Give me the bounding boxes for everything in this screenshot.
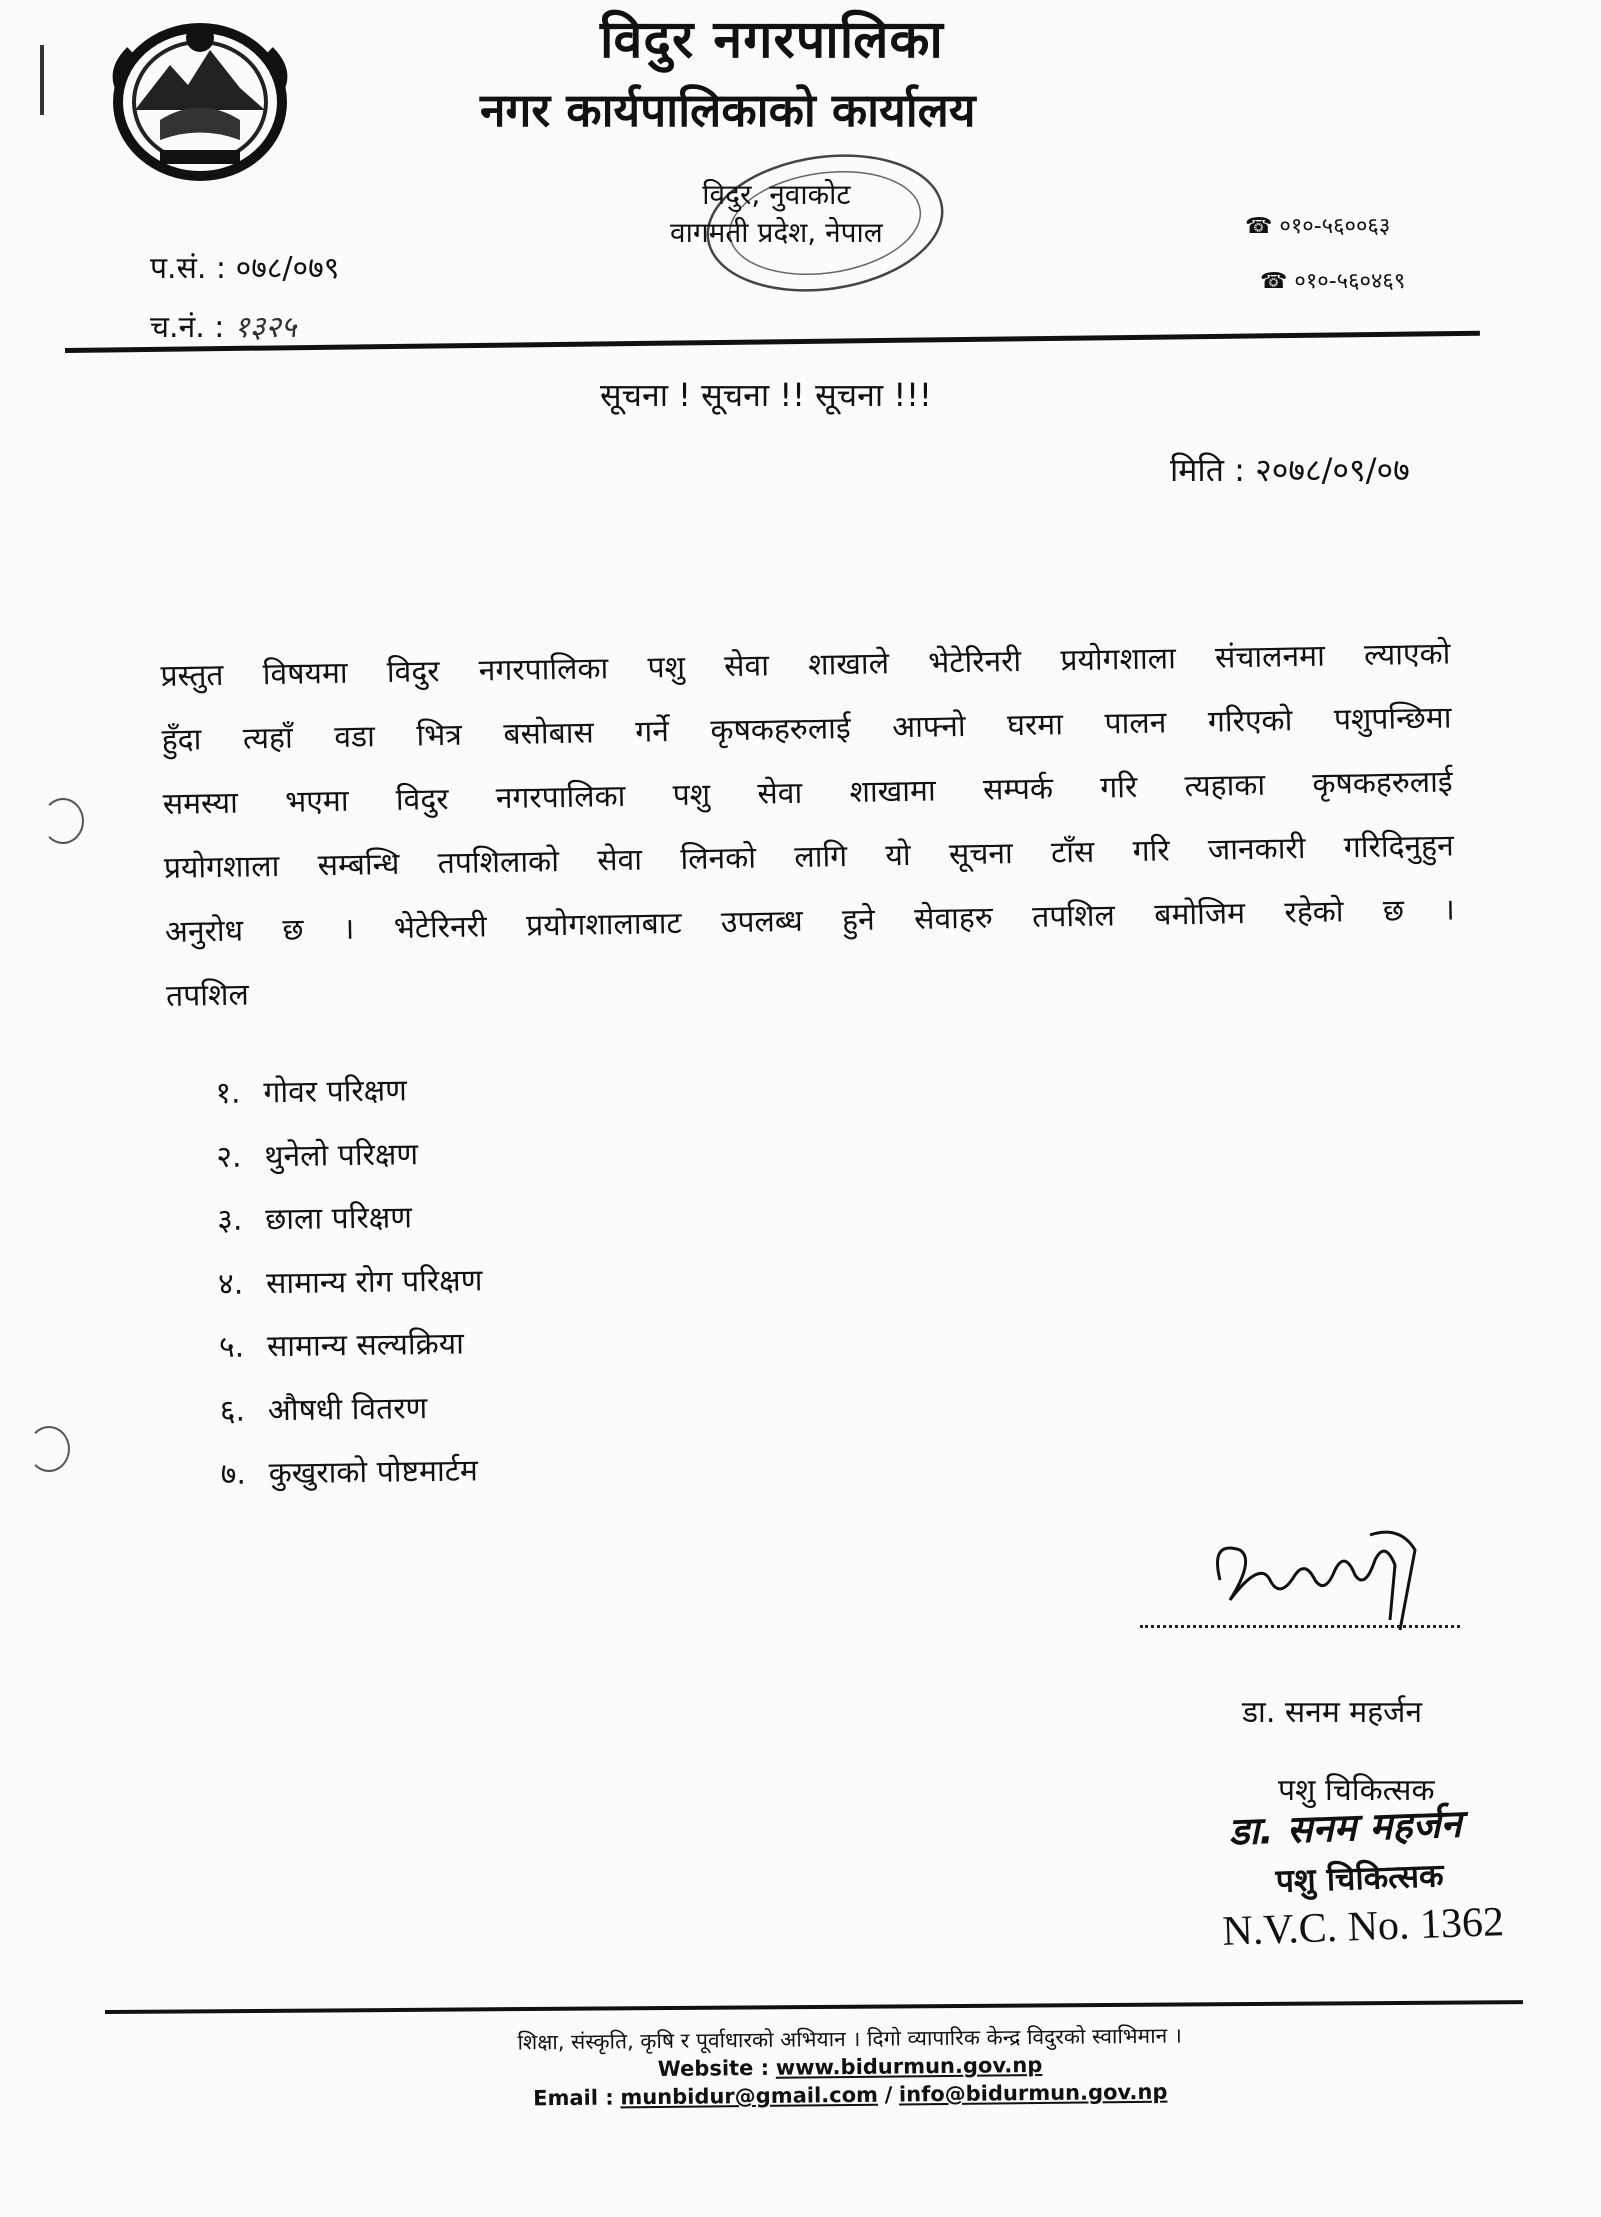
footer-website: Website : www.bidurmun.gov.np [657, 2052, 1043, 2082]
phone-icon: ☎ [1245, 214, 1273, 239]
list-item: २. थुनेलो परिक्षण [216, 1136, 419, 1175]
dispatch-number [150, 305, 296, 346]
fiscal-year-label: प.सं. : [150, 251, 227, 286]
phone-2 [1260, 265, 1405, 295]
stamp-role: पशु चिकित्सक [1275, 1856, 1445, 1901]
fiscal-year [150, 246, 339, 287]
list-item: ४. सामान्य रोग परिक्षण [217, 1262, 483, 1302]
body-line: अनुरोध छ । भेटेरिनरी प्रयोगशालाबाट उपलब्ध हुने सेवाहरु तपशिल बमोजिम रहेको छ । [164, 892, 1456, 950]
punch-hole [28, 1426, 70, 1472]
footer-divider [105, 2000, 1523, 2014]
body-line: हुँदा त्यहाँ वडा भित्र बसोबास गर्ने कृषकहरुलाई आफ्नो घरमा पालन गरिएको पशुपन्छिमा [161, 700, 1452, 758]
punch-hole [42, 798, 84, 844]
footer-email: Email : munbidur@gmail.com / info@bidurmun.gov.np [533, 2079, 1168, 2111]
nepal-emblem-icon [100, 10, 300, 185]
phone-2-number: ०१०-५६०४६९ [1294, 269, 1406, 294]
email-link-2[interactable]: info@bidurmun.gov.np [898, 2079, 1168, 2107]
list-item: ६. औषधी वितरण [219, 1390, 428, 1429]
signature-line [1140, 1625, 1460, 1628]
date [1170, 448, 1410, 491]
office-address [670, 176, 883, 252]
stamp-name: डा. सनम महर्जन [1228, 1801, 1463, 1854]
phone-icon: ☎ [1260, 269, 1288, 294]
fiscal-year-value: ०७८/०७९ [235, 251, 340, 286]
website-link[interactable]: www.bidurmun.gov.np [775, 2052, 1043, 2080]
list-heading: तपशिल [165, 977, 250, 1014]
body-line: समस्या भएमा विदुर नगरपालिका पशु सेवा शाखामा सम्पर्क गरि त्यहाका कृषकहरुलाई [162, 764, 1453, 822]
signature [1200, 1520, 1440, 1640]
address-line-1: विदुर, नुवाकोट [702, 178, 851, 211]
dispatch-value: १३२५ [233, 310, 297, 345]
list-item: ७. कुखुराको पोष्टमार्टम [220, 1453, 479, 1492]
stamp-nvc: N.V.C. No. 1362 [1221, 1899, 1505, 1955]
footer-slogan: शिक्षा, संस्कृति, कृषि र पूर्वाधारको अभियान । दिगो व्यापारिक केन्द्र विदुरको स्वाभिमान । [517, 2023, 1182, 2055]
notice-title: सूचना ! सूचना !! सूचना !!! [600, 376, 932, 414]
list-item: १. गोवर परिक्षण [215, 1073, 408, 1111]
binder-mark [40, 45, 44, 115]
phone-1 [1245, 210, 1390, 240]
date-value: २०७८/०९/०७ [1255, 451, 1410, 489]
signer-name: डा. सनम महर्जन [1242, 1695, 1423, 1730]
signer-stamp [1218, 1795, 1524, 1980]
date-label: मिति : [1170, 451, 1245, 489]
services-list [215, 1058, 485, 1506]
notice-body [160, 622, 1457, 1028]
dispatch-label: च.नं. : [150, 310, 225, 345]
municipality-name: विदुर नगरपालिका [600, 10, 944, 70]
list-item: ५. सामान्य सल्यक्रिया [218, 1326, 465, 1365]
list-item: ३. छाला परिक्षण [216, 1200, 413, 1238]
body-line: प्रयोगशाला सम्बन्धि तपशिलाको सेवा लिनको लागि यो सूचना टाँस गरि जानकारी गरिदिनुहुन [163, 828, 1455, 886]
phone-1-number: ०१०-५६००६३ [1279, 214, 1391, 239]
office-name: नगर कार्यपालिकाको कार्यालय [480, 83, 976, 137]
signer-role: पशु चिकित्सक [1278, 1773, 1435, 1808]
body-line: प्रस्तुत विषयमा विदुर नगरपालिका पशु सेवा शाखाले भेटेरिनरी प्रयोगशाला संचालनमा ल्याएको [160, 636, 1451, 694]
address-line-2: वागमती प्रदेश, नेपाल [670, 216, 883, 249]
footer [400, 2020, 1301, 2113]
email-link-1[interactable]: munbidur@gmail.com [620, 2082, 879, 2110]
